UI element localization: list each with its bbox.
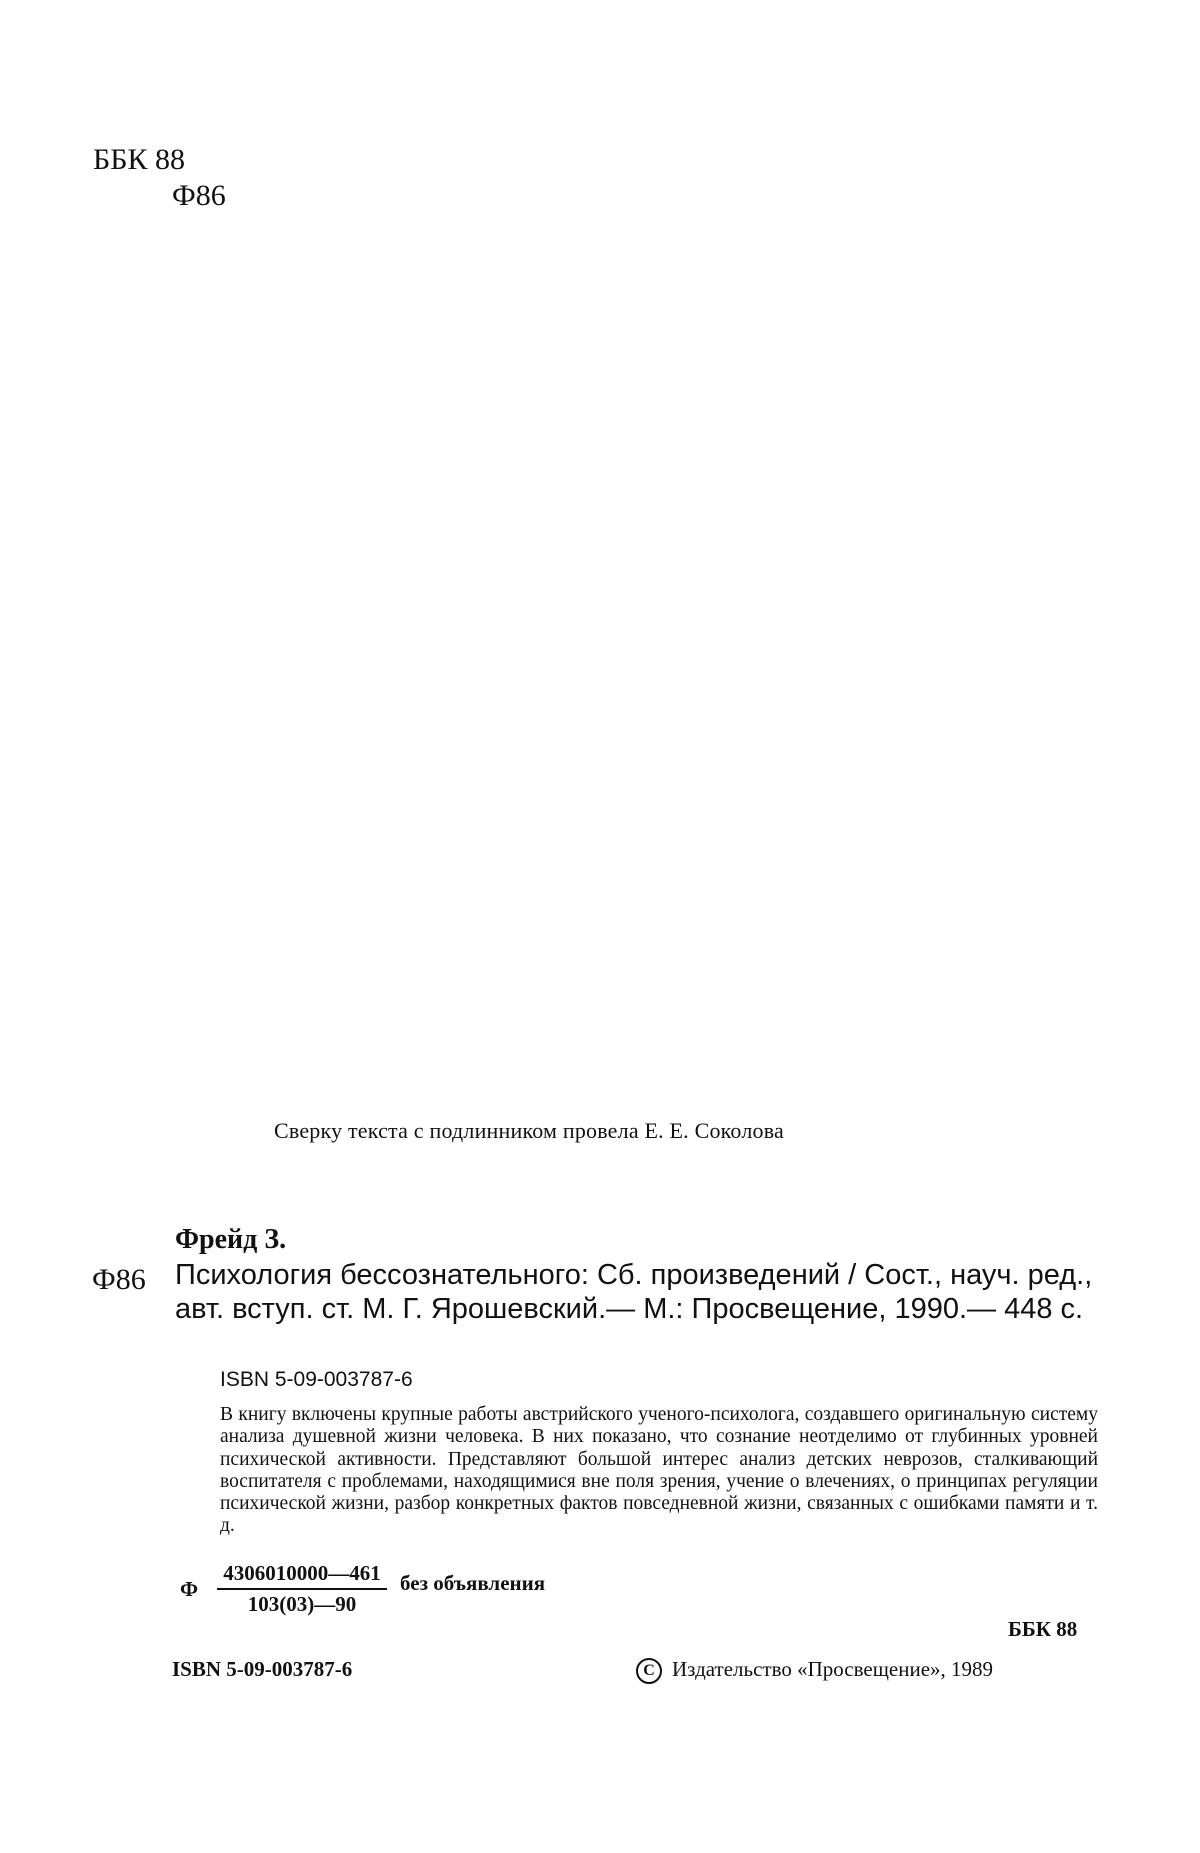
index-formula	[180, 1561, 545, 1617]
bibliographic-entry: Психология бессознательного: Сб. произведений / Сост., науч. ред., авт. вступ. ст. М. Г. Ярошевский.— М.: Просвещение, 1990.— 448 с.	[175, 1259, 1093, 1325]
isbn-bottom: ISBN 5-09-003787-6	[172, 1657, 353, 1681]
class-mark-left: Ф86	[92, 1263, 146, 1296]
author-mark: Ф86	[172, 179, 226, 212]
copyright-icon: C	[636, 1658, 662, 1684]
formula-letter: Ф	[180, 1576, 199, 1601]
bbk-bottom: ББК 88	[1008, 1617, 1078, 1641]
bbk-code: ББК 88	[93, 143, 185, 176]
annotation	[220, 1404, 1098, 1538]
author-name: Фрейд З.	[175, 1224, 287, 1255]
formula-numerator: 4306010000—461	[217, 1561, 387, 1590]
proofreading-note: Сверку текста с подлинником провела Е. Е. Соколова	[274, 1118, 784, 1143]
copyright-line	[636, 1657, 993, 1684]
bbk-header	[93, 142, 226, 214]
formula-note: без объявления	[400, 1570, 546, 1595]
isbn-line: ISBN 5-09-003787-6	[220, 1368, 413, 1391]
annotation-text: В книгу включены крупные работы австрийского ученого-психолога, создавшего оригинальную систему анализа душевной жизни человека. В них показано, что сознание неотделимо от глубинных уровней психической активности. Представляют большой интерес анализ детских неврозов, сталкивающий воспитателя с проблемами, находящимися вне поля зрения, учение о влечениях, о принципах регуляции психической жизни, разбор конкретных фактов повседневной жизни, связанных с ошибками памяти и т. д.	[220, 1404, 1098, 1537]
formula-fraction	[217, 1561, 387, 1617]
copyright-text: Издательство «Просвещение», 1989	[672, 1657, 994, 1681]
formula-denominator: 103(03)—90	[247, 1592, 357, 1616]
